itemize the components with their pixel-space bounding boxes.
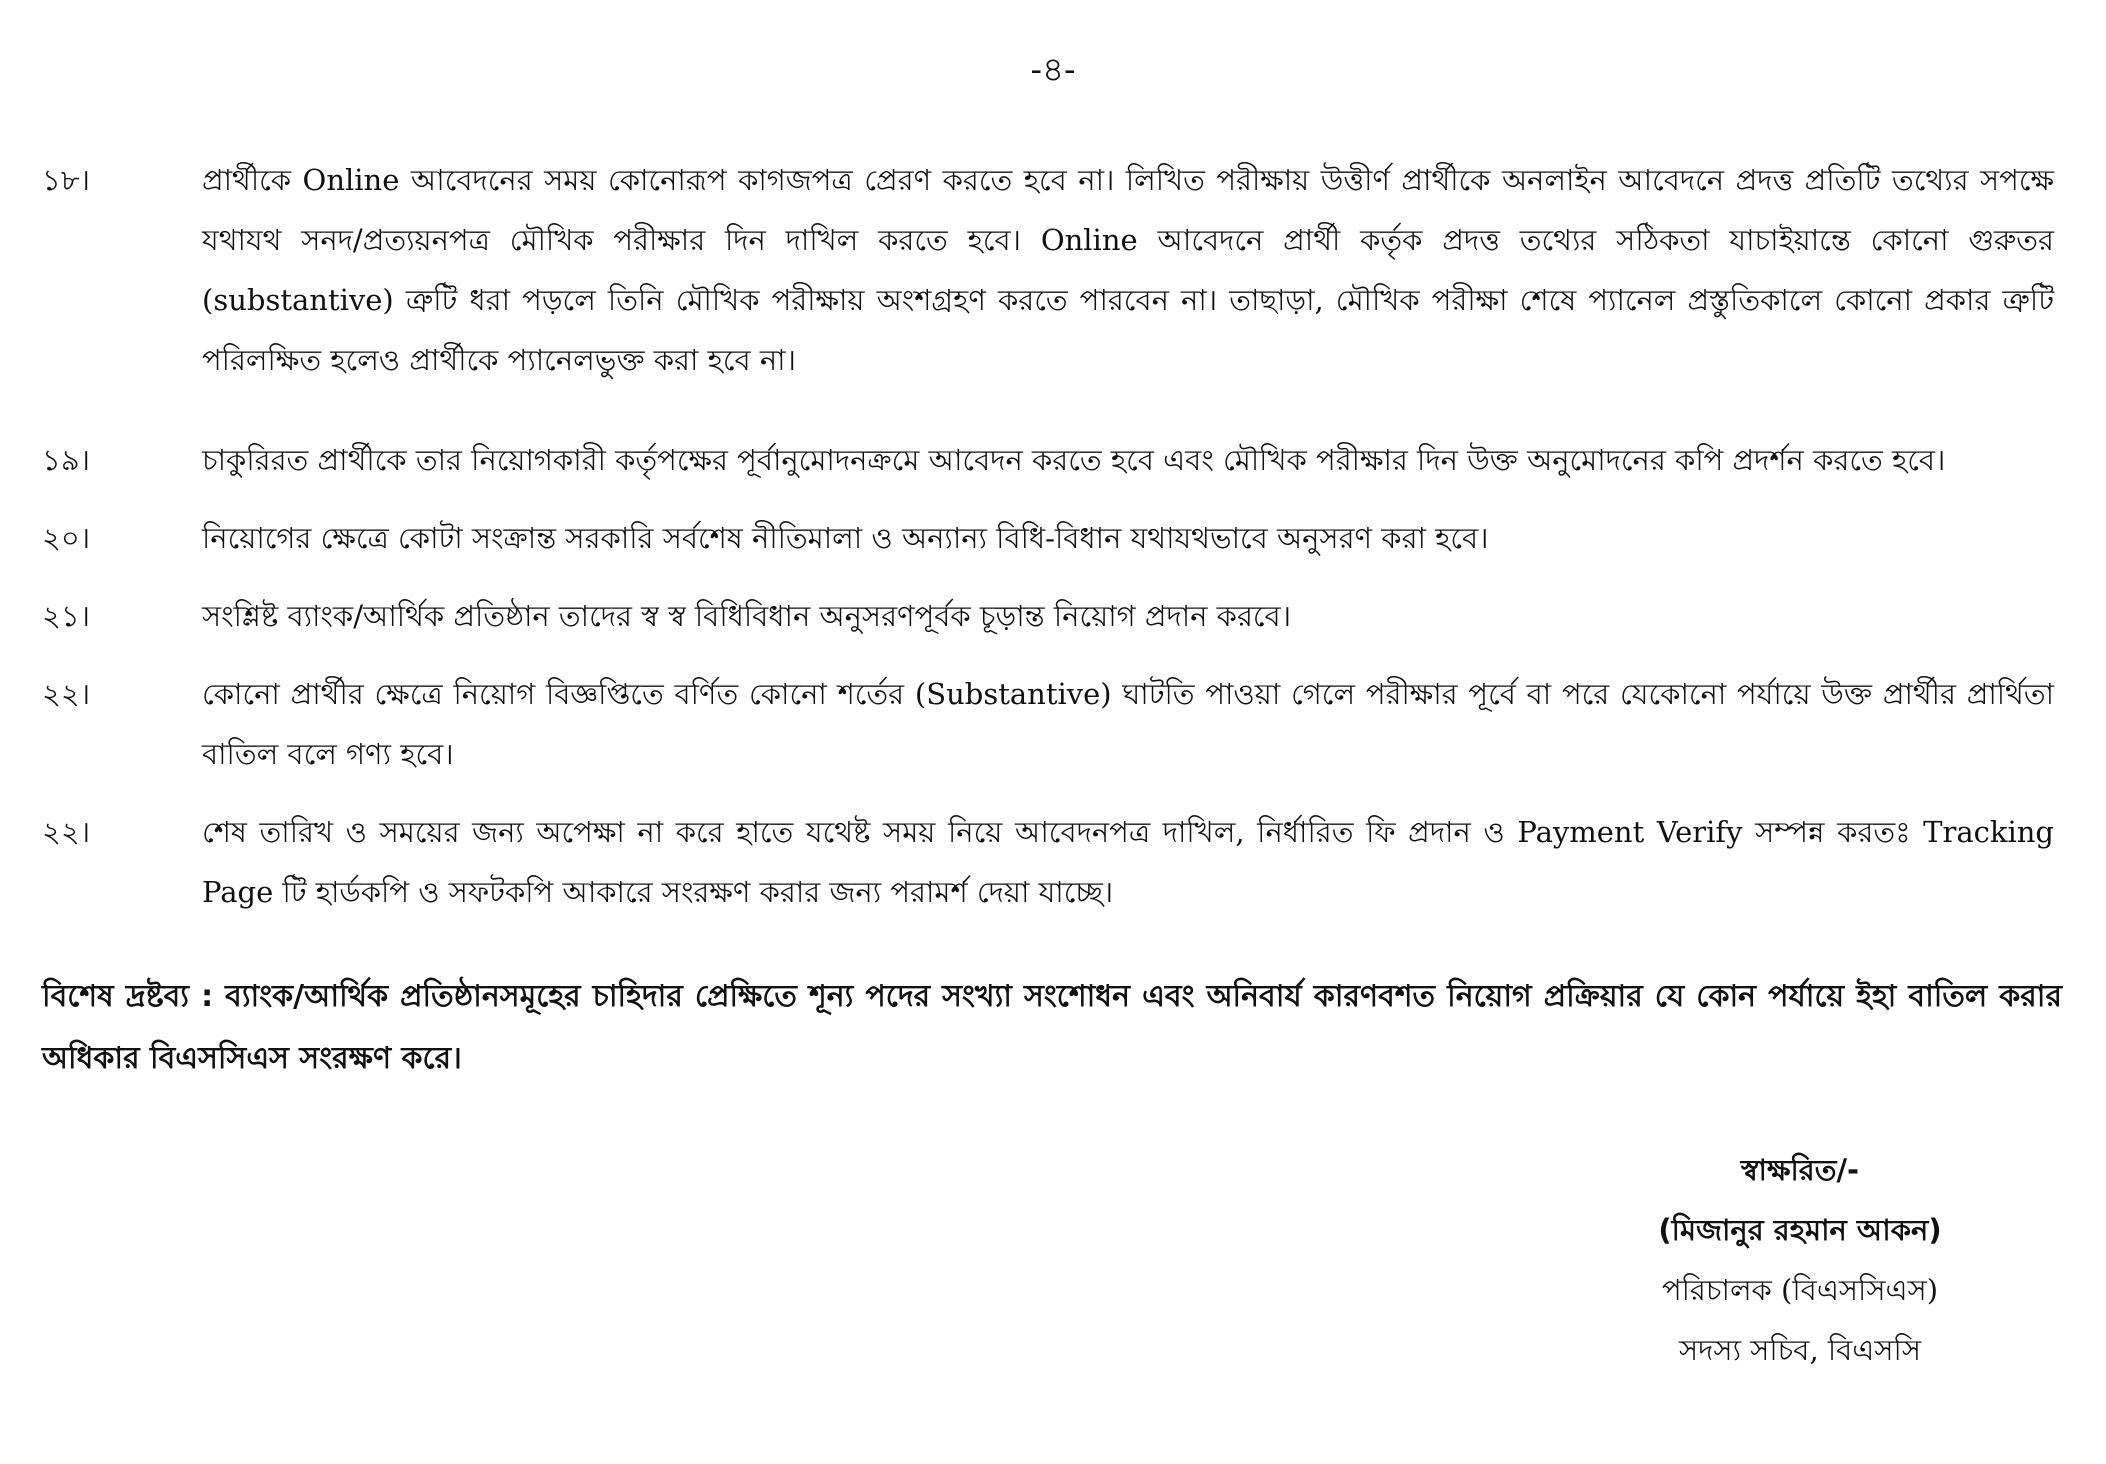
item-text: প্রার্থীকে Online আবেদনের সময় কোনোরূপ কাগজপত্র প্রেরণ করতে হবে না। লিখিত পরীক্ষায় উত্তীর্ণ প্রার্থীকে অনলাইন আবেদনে প্রদত্ত প্রতিটি তথ্যের সপক্ষে যথাযথ সনদ/প্রত্যয়নপত্র মৌখিক পরীক্ষার দিন দাখিল করতে হবে। Online আবেদনে প্রার্থী কর্তৃক প্রদত্ত তথ্যের সঠিকতা যাচাইয়ান্তে কোনো গুরুতর (substantive) ত্রুটি ধরা পড়লে তিনি মৌখিক পরীক্ষায় অংশগ্রহণ করতে পারবেন না। তাছাড়া, মৌখিক পরীক্ষা শেষে প্যানেল প্রস্তুতিকালে কোনো প্রকার ত্রুটি পরিলক্ষিত হলেও প্রার্থীকে প্যানেলভুক্ত করা হবে না। bbox=[202, 163, 2054, 377]
signature-block bbox=[1560, 1140, 2040, 1380]
list-item bbox=[42, 430, 2062, 490]
signatory-role: সদস্য সচিব, বিএসসি bbox=[1679, 1333, 1921, 1367]
item-text: নিয়োগের ক্ষেত্রে কোটা সংক্রান্ত সরকারি সর্বশেষ নীতিমালা ও অন্যান্য বিধি-বিধান যথাযথভাবে অনুসরণ করা হবে। bbox=[202, 521, 1489, 555]
item-number: ২১। bbox=[42, 599, 91, 633]
item-text: কোনো প্রার্থীর ক্ষেত্রে নিয়োগ বিজ্ঞপ্তিতে বর্ণিত কোনো শর্তের (Substantive) ঘাটতি পাওয়া গেলে পরীক্ষার পূর্বে বা পরে যেকোনো পর্যায়ে উক্ত প্রার্থীর প্রার্থিতা বাতিল বলে গণ্য হবে। bbox=[202, 677, 2054, 771]
special-note: বিশেষ দ্রষ্টব্য : ব্যাংক/আর্থিক প্রতিষ্ঠানসমূহের চাহিদার প্রেক্ষিতে শূন্য পদের সংখ্যা সংশোধন এবং অনিবার্য কারণবশত নিয়োগ প্রক্রিয়ার যে কোন পর্যায়ে ইহা বাতিল করার অধিকার বিএসসিএস সংরক্ষণ করে। bbox=[42, 979, 2062, 1076]
item-text: চাকুরিরত প্রার্থীকে তার নিয়োগকারী কর্তৃপক্ষের পূর্বানুমোদনক্রমে আবেদন করতে হবে এবং মৌখিক পরীক্ষার দিন উক্ত অনুমোদনের কপি প্রদর্শন করতে হবে। bbox=[202, 443, 1946, 477]
item-text: শেষ তারিখ ও সময়ের জন্য অপেক্ষা না করে হাতে যথেষ্ট সময় নিয়ে আবেদনপত্র দাখিল, নির্ধারিত ফি প্রদান ও Payment Verify সম্পন্ন করতঃ Tracking Page টি হার্ডকপি ও সফটকপি আকারে সংরক্ষণ করার জন্য পরামর্শ দেয়া যাচ্ছে। bbox=[202, 815, 2054, 909]
item-number: ১৮। bbox=[42, 163, 91, 197]
item-number: ১৯। bbox=[42, 443, 91, 477]
item-number: ২২। bbox=[42, 815, 91, 849]
item-text: সংশ্লিষ্ট ব্যাংক/আর্থিক প্রতিষ্ঠান তাদের স্ব স্ব বিধিবিধান অনুসরণপূর্বক চূড়ান্ত নিয়োগ প্রদান করবে। bbox=[202, 599, 1292, 633]
signatory-name: (মিজানুর রহমান আকন) bbox=[1658, 1213, 1942, 1247]
item-number: ২০। bbox=[42, 521, 91, 555]
signatory-designation: পরিচালক (বিএসসিএস) bbox=[1661, 1273, 1939, 1307]
list-item bbox=[42, 508, 2062, 568]
list-item bbox=[42, 802, 2062, 922]
instruction-list bbox=[42, 150, 2062, 940]
list-item bbox=[42, 150, 2062, 390]
item-number: ২২। bbox=[42, 677, 91, 711]
list-item bbox=[42, 664, 2062, 784]
list-item bbox=[42, 586, 2062, 646]
signed-mark: স্বাক্ষরিত/- bbox=[1740, 1153, 1860, 1187]
page-number: -৪- bbox=[1030, 50, 1076, 90]
